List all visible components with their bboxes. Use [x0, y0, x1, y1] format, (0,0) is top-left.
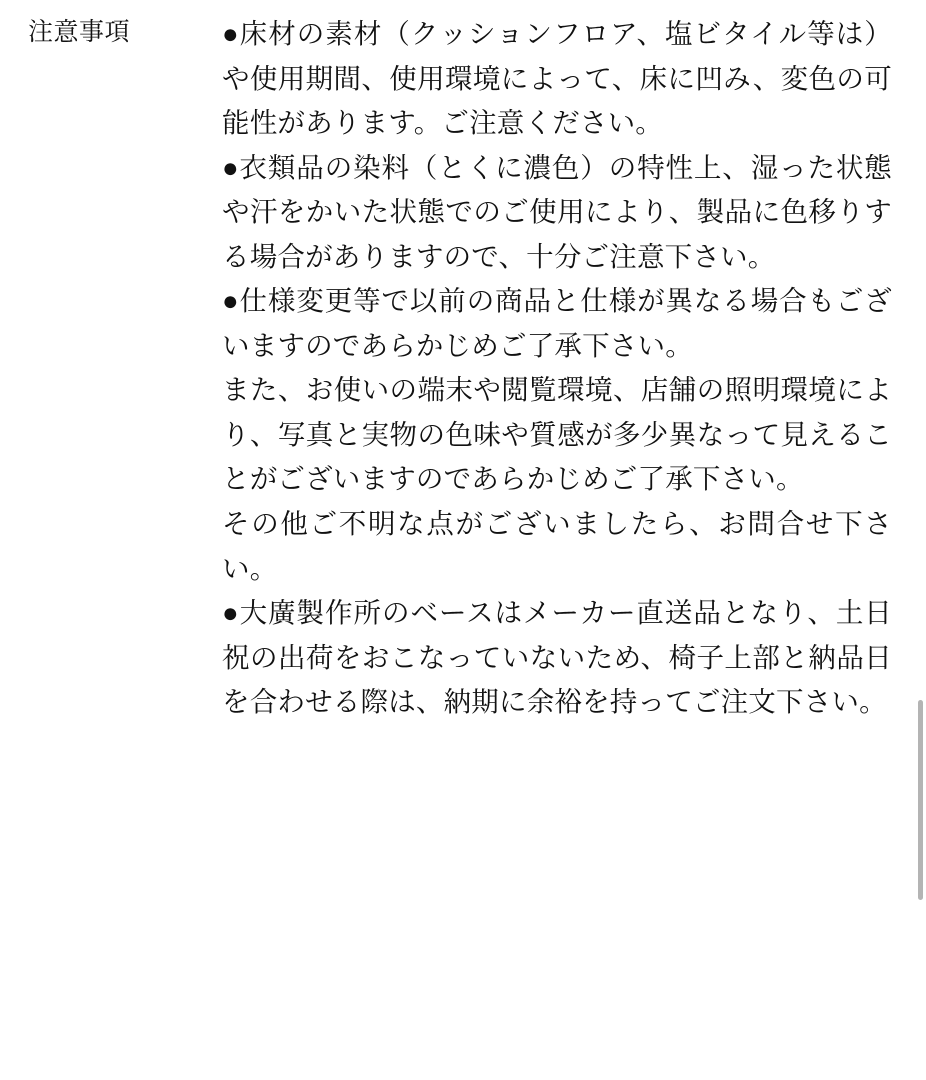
vertical-scrollbar-thumb[interactable] [918, 700, 923, 900]
note-paragraph: その他ご不明な点がございましたら、お問合せ下さい。 [222, 508, 892, 584]
note-paragraph: また、お使いの端末や閲覧環境、店舗の照明環境により、写真と実物の色味や質感が多少異なって見えることがございますのであらかじめご了承下さい。 [222, 374, 892, 495]
note-paragraph: ●床材の素材（クッションフロア、塩ビタイル等は）や使用期間、使用環境によって、床に凹み、変色の可能性があります。ご注意ください。 [222, 18, 892, 139]
note-paragraph: ●仕様変更等で以前の商品と仕様が異なる場合もございますのであらかじめご了承下さい。 [222, 285, 892, 361]
vertical-scrollbar[interactable] [916, 0, 926, 1080]
note-paragraph: ●衣類品の染料（とくに濃色）の特性上、湿った状態や汗をかいた状態でのご使用により、製品に色移りする場合がありますので、十分ご注意下さい。 [222, 151, 892, 272]
note-paragraph: ●大廣製作所のベースはメーカー直送品となり、土日祝の出荷をおこなっていないため、椅子上部と納品日を合わせる際は、納期に余裕を持ってご注文下さい。 [222, 597, 892, 718]
spec-label-notes: 注意事項 [28, 18, 131, 46]
spec-value-notes [222, 0, 926, 725]
